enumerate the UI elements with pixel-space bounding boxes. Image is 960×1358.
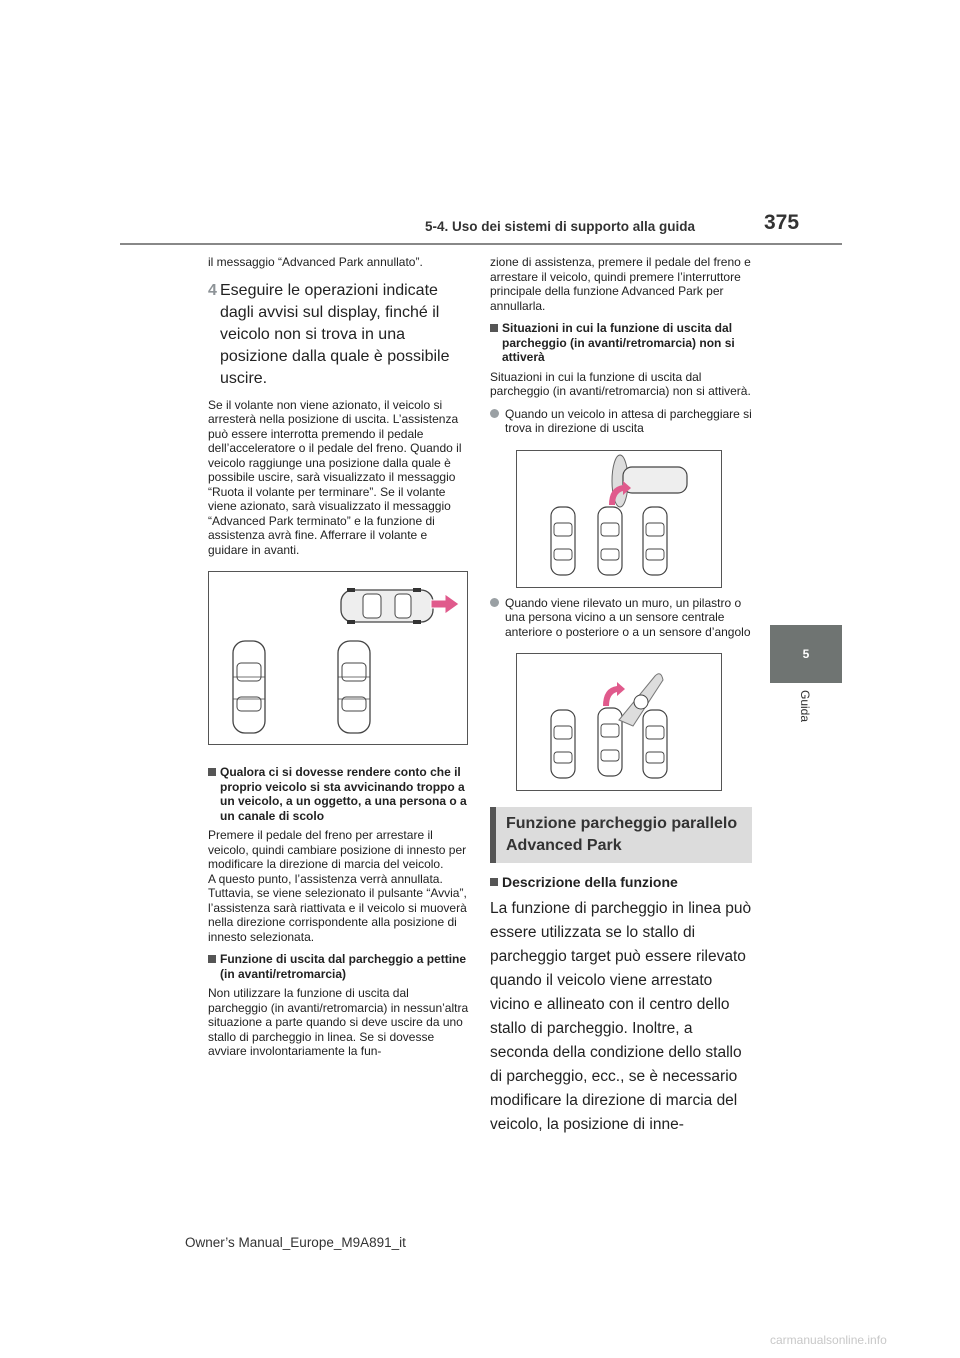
step-4 <box>208 280 470 390</box>
step-detail: Se il volante non viene azionato, il veicolo si arresterà nella posizione di uscita. L’assistenza può essere interrotta premendo il pedale dell’acceleratore o il pedale del freno. Quando il veicolo raggiunge una posizione dalla quale è possibile uscire, sarà visualizzato il messaggio “Ruota il volante per terminare”. Se il volante viene azionato, sarà visualizzato il messaggio “Advanced Park terminato” e la funzione di assistenza avrà fine. Afferrare il volante e guidare in avanti. <box>208 397 462 557</box>
bullet-wall-detected: Quando viene rilevato un muro, un pilastro o una persona vicino a un sensore centrale anteriore o posteriore o a un sensore d’angolo <box>490 596 752 640</box>
footer-manual-id: Owner’s Manual_Europe_M9A891_it <box>185 1235 406 1250</box>
chapter-tab[interactable]: 5 <box>770 625 842 683</box>
figure-exit-parking <box>208 571 468 745</box>
para-too-close: Premere il pedale del freno per arrestare il veicolo, quindi cambiare posizione di innesto per modificare la direzione di marcia del veicolo. <box>208 828 467 871</box>
waiting-vehicle-diagram <box>517 451 721 587</box>
para-description: La funzione di parcheggio in linea può essere utilizzata se lo stallo di parcheggio target può essere rilevato quando il veicolo viene arrestato vicino e allineato con il centro dello stallo di parcheggio. Inoltre, a seconda della condizione dello stallo di parcheggio, ecc., se è necessario modificare la direzione di marcia del veicolo, la posizione di inne- <box>490 900 752 1133</box>
intro-text: il messaggio “Advanced Park annullato”. <box>208 255 423 269</box>
parked-car-1 <box>551 710 575 778</box>
person-icon <box>634 695 648 709</box>
direction-arrow-icon <box>431 594 459 614</box>
header-rule <box>120 243 842 245</box>
chapter-label: Guida <box>798 690 812 723</box>
bullet-dot-icon <box>490 598 499 607</box>
heading-not-activated: Situazioni in cui la funzione di uscita dal parcheggio (in avanti/retromarcia) non si attiverà <box>490 321 752 365</box>
heading-too-close: Qualora ci si dovesse rendere conto che il proprio veicolo si sta avvicinando troppo a un veicolo, a un oggetto, a una persona o a un canale di scolo <box>208 765 470 823</box>
waiting-car <box>623 467 687 493</box>
own-car <box>598 507 622 575</box>
bullet-dot-icon <box>490 409 499 418</box>
figure-waiting-vehicle <box>516 450 722 588</box>
wall-detected-diagram <box>517 654 721 790</box>
step-number: 4 <box>208 281 217 299</box>
square-bullet-icon <box>208 955 216 963</box>
right-column <box>490 255 752 1137</box>
parked-car-1 <box>551 507 575 575</box>
parked-car-3 <box>643 507 667 575</box>
left-column <box>208 255 470 1059</box>
header-section-title: 5-4. Uso dei sistemi di supporto alla guida <box>425 219 696 234</box>
heading-description: Descrizione della funzione <box>490 873 752 891</box>
parked-car-right <box>338 641 370 733</box>
para-exit-function: Non utilizzare la funzione di uscita dal parcheggio (in avanti/retromarcia) in nessun’altra situazione a parte quando si deve uscire da uno stallo di parcheggio in linea. Se si dovesse avviare involontariamente la fun- <box>208 986 469 1058</box>
heading-exit-function: Funzione di uscita dal parcheggio a pettine (in avanti/retromarcia) <box>208 952 470 981</box>
page-number: 375 <box>764 211 800 234</box>
para-too-close-2: A questo punto, l’assistenza verrà annullata. Tuttavia, se viene selezionato il pulsante “Avvia”, l’assistenza sarà riattivata e il veicolo si muoverà nella direzione corrispondente alla posizione di innesto selezionata. <box>208 871 467 944</box>
parked-car-3 <box>643 710 667 778</box>
watermark: carmanualsonline.info <box>770 1333 887 1347</box>
own-car <box>598 708 622 776</box>
exit-arrow-icon <box>603 682 625 706</box>
step-text: Eseguire le operazioni indicate dagli avvisi sul display, finché il veicolo non si trova in una posizione dalla quale è possibile uscire. <box>220 281 450 387</box>
section-title-parallel: Funzione parcheggio parallelo Advanced Park <box>490 807 752 863</box>
exit-diagram <box>209 572 467 744</box>
exiting-car <box>341 588 433 624</box>
para-not-activated: Situazioni in cui la funzione di uscita dal parcheggio (in avanti/retromarcia) non si attiverà. <box>490 369 751 398</box>
square-bullet-icon <box>490 324 498 332</box>
parked-car-left <box>233 641 265 733</box>
bullet-waiting-vehicle: Quando un veicolo in attesa di parcheggiare si trova in direzione di uscita <box>490 407 752 436</box>
figure-wall-detected <box>516 653 722 791</box>
square-bullet-icon <box>490 878 498 886</box>
square-bullet-icon <box>208 768 216 776</box>
para-continued: zione di assistenza, premere il pedale del freno e arrestare il veicolo, quindi premere l’interruttore principale della funzione Advanced Park per annullarla. <box>490 255 751 313</box>
